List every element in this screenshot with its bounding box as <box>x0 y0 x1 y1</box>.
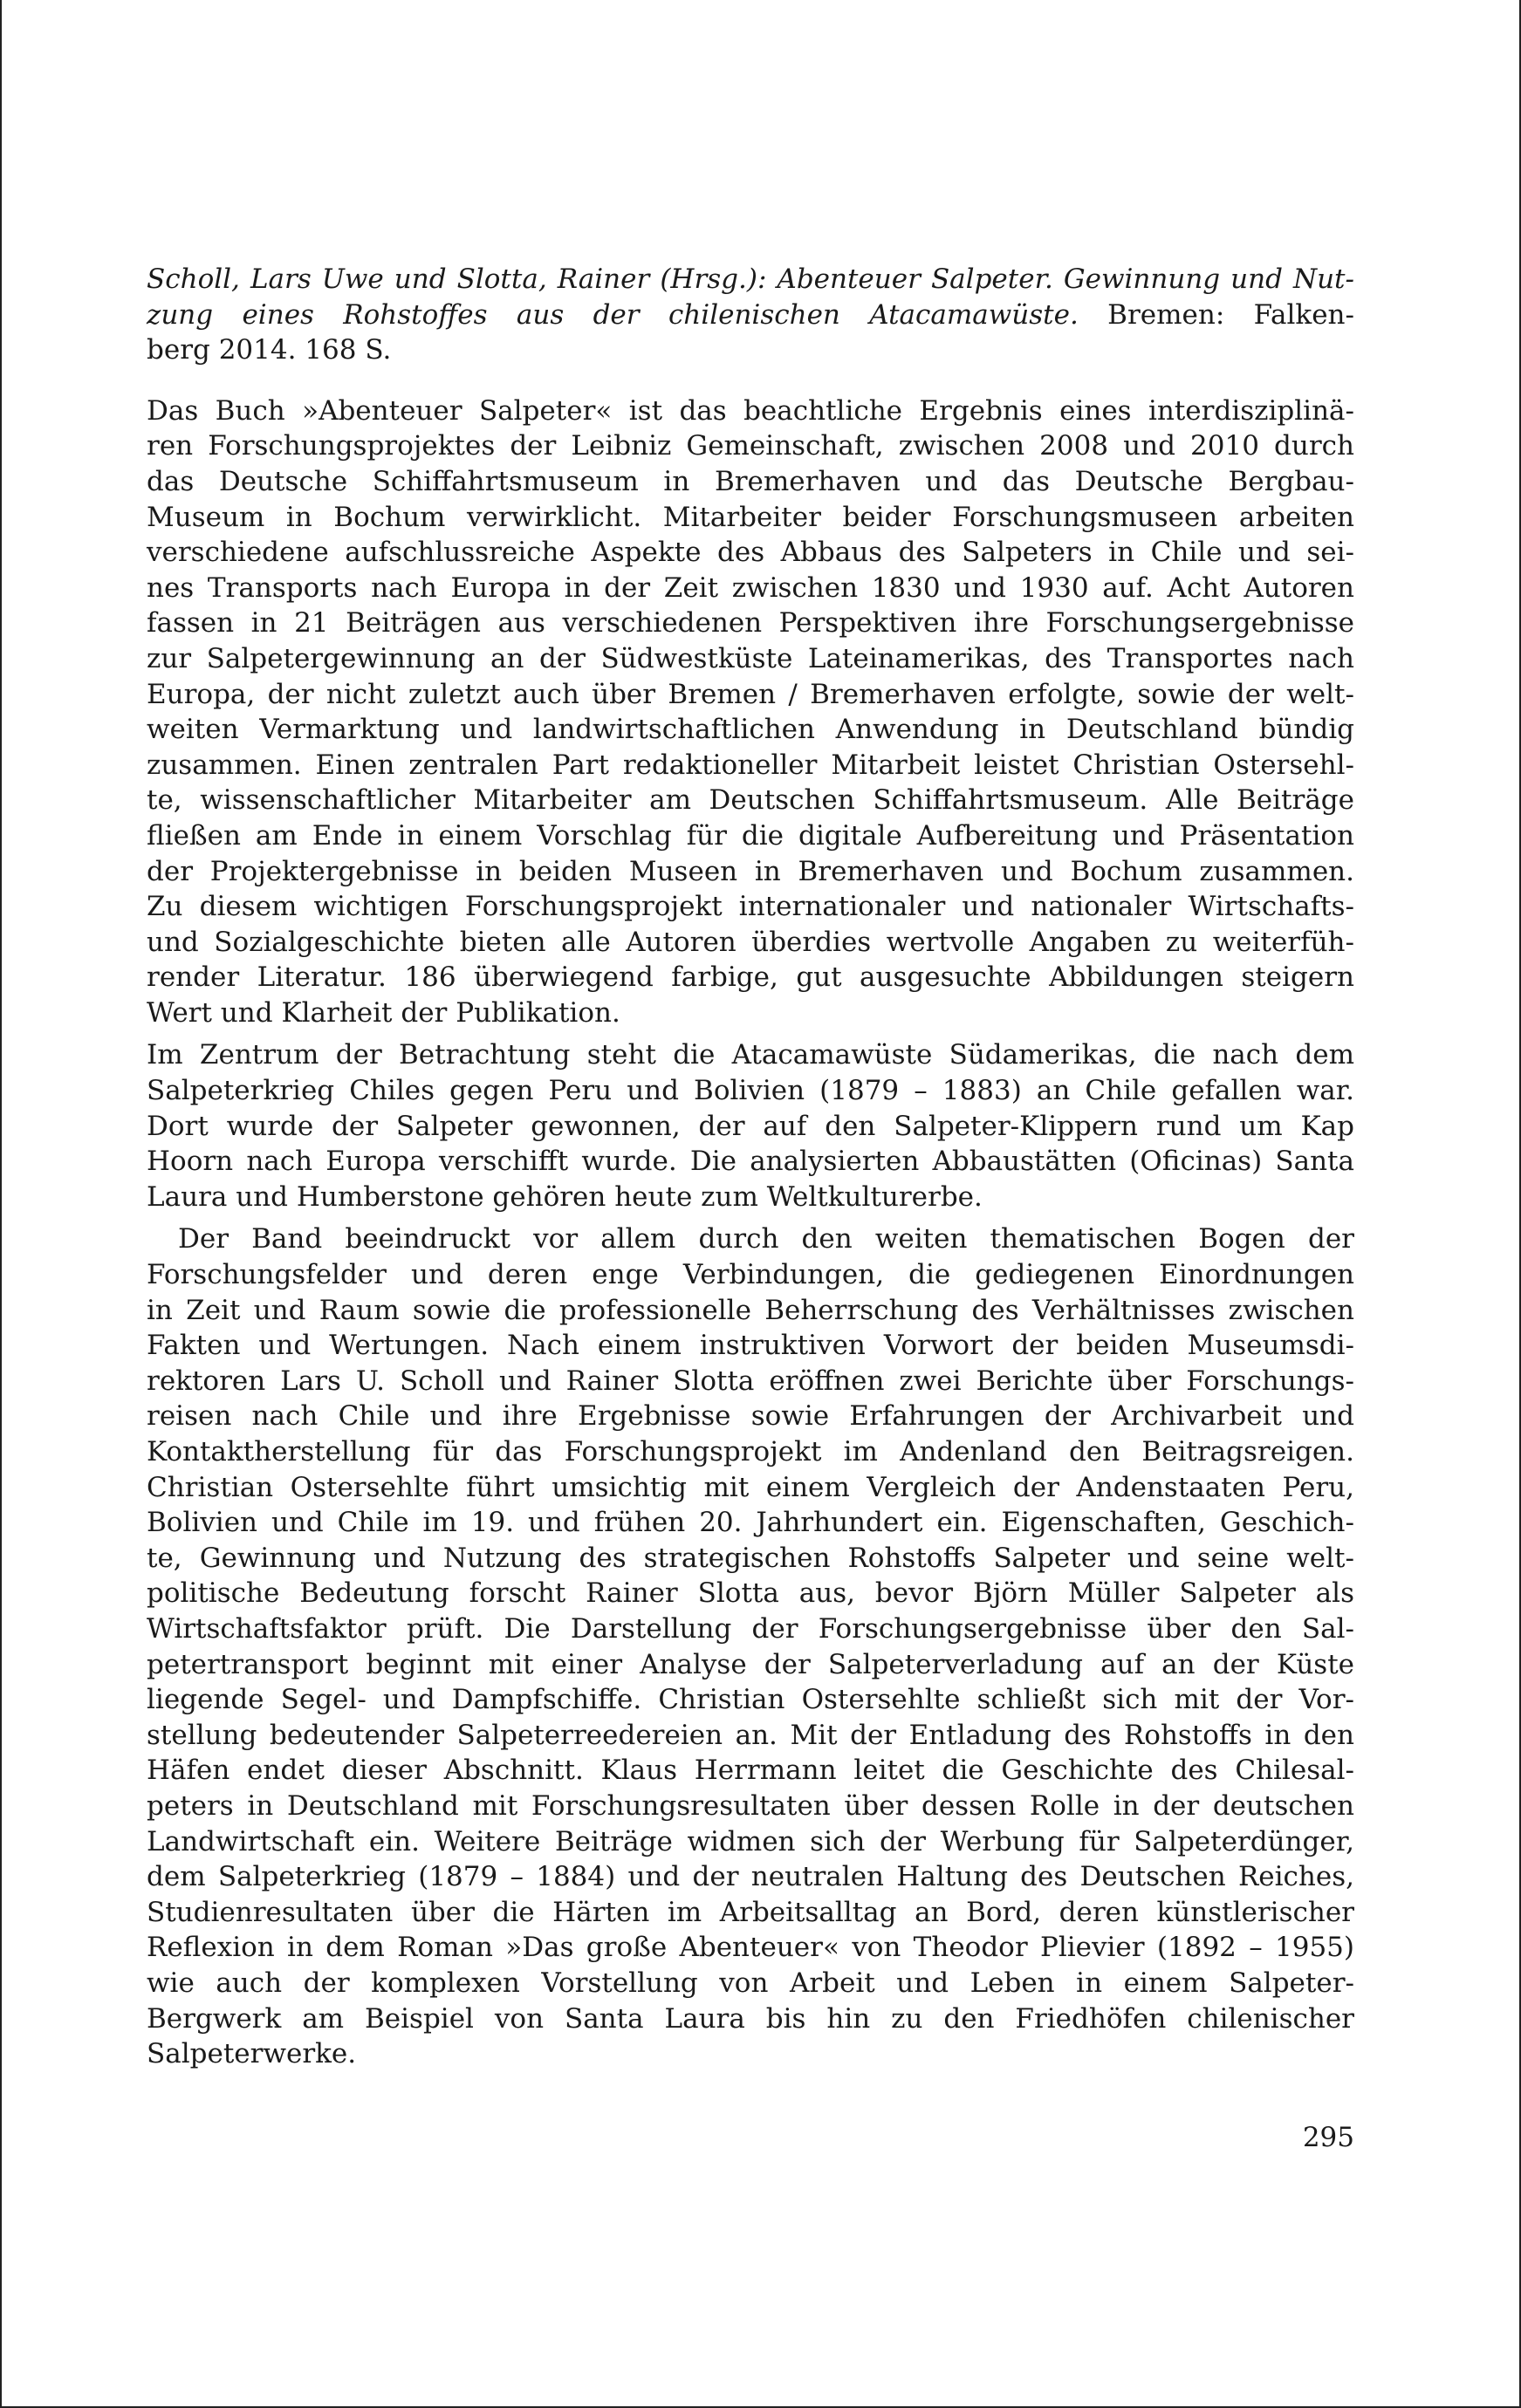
text-line: Häfen endet dieser Abschnitt. Klaus Herrmann leitet die Geschichte des Chilesal- <box>147 1755 1354 1787</box>
text-line: liegende Segel- und Dampfschiffe. Christian Ostersehlte schließt sich mit der Vor- <box>147 1684 1354 1716</box>
text-line: fließen am Ende in einem Vorschlag für die digitale Aufbereitung und Präsentation <box>147 819 1354 852</box>
text-line: Christian Ostersehlte führt umsichtig mit einem Vergleich der Andenstaaten Peru, <box>147 1471 1354 1503</box>
text-line: Europa, der nicht zuletzt auch über Bremen / Bremerhaven erfolgte, sowie der welt- <box>147 678 1354 710</box>
text-line: weiten Vermarktung und landwirtschaftlichen Anwendung in Deutschland bündig <box>147 714 1354 746</box>
citation-title-text: Scholl, Lars Uwe und Slotta, Rainer (Hrsg.): Abenteuer Salpeter. Gewinnung und Nut- <box>147 263 1354 295</box>
text-line: Bergwerk am Beispiel von Santa Laura bis hin zu den Friedhöfen chilenischer <box>147 2002 1354 2035</box>
text-line: politische Bedeutung forscht Rainer Slotta aus, bevor Björn Müller Salpeter als <box>147 1577 1354 1610</box>
citation-title-text: zung eines Rohstoffes aus der chilenischen Atacamawüste. <box>147 298 1079 331</box>
text-line: Wirtschaftsfaktor prüft. Die Darstellung der Forschungsergebnisse über den Sal- <box>147 1612 1354 1645</box>
text-line: nes Transports nach Europa in der Zeit zwischen 1830 und 1930 auf. Acht Autoren <box>147 571 1354 604</box>
text-line: und Sozialgeschichte bieten alle Autoren überdies wertvolle Angaben zu weiterfüh- <box>147 926 1354 958</box>
text-line: Salpeterwerke. <box>147 2038 357 2070</box>
text-line: ren Forschungsprojektes der Leibniz Gemeinschaft, zwischen 2008 und 2010 durch <box>147 430 1354 462</box>
text-line: Der Band beeindruckt vor allem durch den weiten thematischen Bogen der <box>178 1223 1354 1255</box>
text-line: Reflexion in dem Roman »Das große Abenteuer« von Theodor Plievier (1892 – 1955) <box>147 1932 1354 1964</box>
text-line: Forschungsfelder und deren enge Verbindungen, die gediegenen Einordnungen <box>147 1259 1354 1291</box>
text-line: Fakten und Wertungen. Nach einem instruktiven Vorwort der beiden Museumsdi- <box>147 1330 1354 1362</box>
text-line: wie auch der komplexen Vorstellung von Arbeit und Leben in einem Salpeter- <box>147 1967 1354 1999</box>
text-line: Salpeterkrieg Chiles gegen Peru und Bolivien (1879 – 1883) an Chile gefallen war. <box>147 1075 1354 1107</box>
text-line: zur Salpetergewinnung an der Südwestküste Lateinamerikas, des Transportes nach <box>147 642 1354 674</box>
citation-line <box>147 262 1354 298</box>
text-line: verschiedene aufschlussreiche Aspekte des Abbaus des Salpeters in Chile und sei- <box>147 537 1354 569</box>
text-line: peters in Deutschland mit Forschungsresultaten über dessen Rolle in der deutschen <box>147 1789 1354 1822</box>
text-line: Das Buch »Abenteuer Salpeter« ist das beachtliche Ergebnis eines interdisziplinä- <box>147 394 1354 427</box>
text-line: Bolivien und Chile im 19. und frühen 20. Jahrhundert ein. Eigenschaften, Geschich- <box>147 1507 1354 1539</box>
text-line: te, Gewinnung und Nutzung des strategischen Rohstoffs Salpeter und seine welt- <box>147 1542 1354 1574</box>
paragraph <box>147 1221 1354 2071</box>
paragraph <box>147 393 1354 1031</box>
text-line: zusammen. Einen zentralen Part redaktioneller Mitarbeit leistet Christian Ostersehl- <box>147 749 1354 781</box>
citation-line <box>147 332 1354 368</box>
text-line: Hoorn nach Europa verschifft wurde. Die analysierten Abbaustätten (Oficinas) Santa <box>147 1146 1354 1178</box>
citation-text: berg 2014. 168 S. <box>147 334 392 366</box>
review-text <box>147 262 1354 2079</box>
citation-text: Bremen: Falken- <box>1078 298 1354 331</box>
text-line: der Projektergebnisse in beiden Museen in Bremerhaven und Bochum zusammen. <box>147 855 1354 887</box>
text-line: Zu diesem wichtigen Forschungsprojekt internationaler und nationaler Wirtschafts- <box>147 891 1354 923</box>
text-line: te, wissenschaftlicher Mitarbeiter am Deutschen Schiffahrtsmuseum. Alle Beiträge <box>147 784 1354 817</box>
text-line: render Literatur. 186 überwiegend farbige, gut ausgesuchte Abbildungen steigern <box>147 961 1354 994</box>
text-line: in Zeit und Raum sowie die professionelle Beherrschung des Verhältnisses zwischen <box>147 1294 1354 1326</box>
text-line: Museum in Bochum verwirklicht. Mitarbeiter beider Forschungsmuseen arbeiten <box>147 501 1354 533</box>
text-line: reisen nach Chile und ihre Ergebnisse sowie Erfahrungen der Archivarbeit und <box>147 1400 1354 1433</box>
page-number: 295 <box>1302 2122 1354 2153</box>
text-line: Wert und Klarheit der Publikation. <box>147 996 620 1029</box>
text-line: stellung bedeutender Salpeterreedereien an. Mit der Entladung des Rohstoffs in den <box>147 1719 1354 1751</box>
text-line: Kontaktherstellung für das Forschungsprojekt im Andenland den Beitragsreigen. <box>147 1436 1354 1467</box>
text-line: petertransport beginnt mit einer Analyse der Salpeterverladung auf an der Küste <box>147 1648 1354 1680</box>
text-line: Dort wurde der Salpeter gewonnen, der auf den Salpeter-Klippern rund um Kap <box>147 1110 1354 1142</box>
bibliographic-citation <box>147 262 1354 368</box>
text-line: das Deutsche Schiffahrtsmuseum in Bremerhaven und das Deutsche Bergbau- <box>147 465 1354 497</box>
text-line: Im Zentrum der Betrachtung steht die Atacamawüste Südamerikas, die nach dem <box>147 1039 1354 1071</box>
text-line: fassen in 21 Beiträgen aus verschiedenen Perspektiven ihre Forschungsergebnisse <box>147 607 1354 640</box>
text-line: Laura und Humberstone gehören heute zum Weltkulturerbe. <box>147 1180 983 1213</box>
review-body <box>147 393 1354 2072</box>
text-line: Studienresultaten über die Härten im Arbeitsalltag an Bord, deren künstlerischer <box>147 1896 1354 1928</box>
text-line: dem Salpeterkrieg (1879 – 1884) und der neutralen Haltung des Deutschen Reiches, <box>147 1861 1354 1893</box>
text-line: rektoren Lars U. Scholl und Rainer Slotta eröffnen zwei Berichte über Forschungs- <box>147 1365 1354 1397</box>
scan-edge-left <box>0 0 2 2408</box>
paragraph <box>147 1037 1354 1214</box>
citation-line <box>147 298 1354 333</box>
text-line: Landwirtschaft ein. Weitere Beiträge widmen sich der Werbung für Salpeterdünger, <box>147 1825 1354 1857</box>
